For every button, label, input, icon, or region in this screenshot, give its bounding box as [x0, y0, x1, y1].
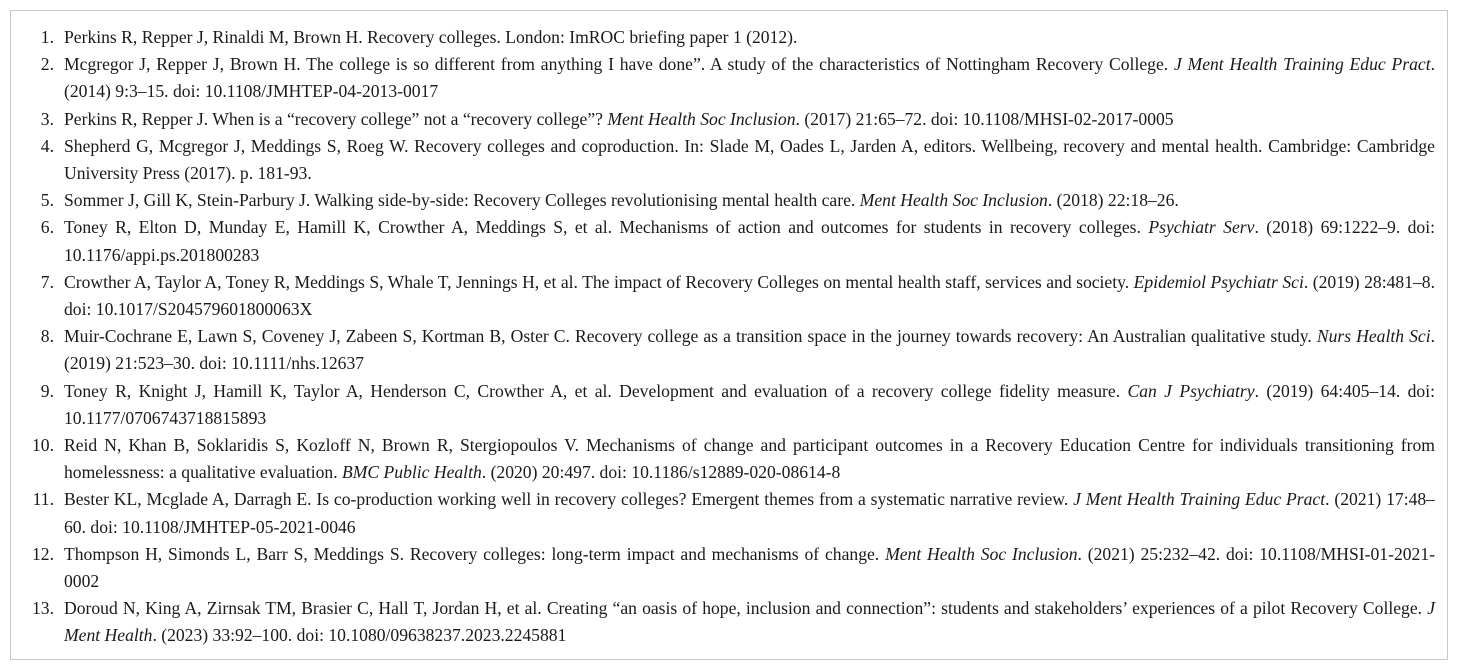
reference-number: 1.	[40, 27, 54, 47]
reference-item	[11, 51, 1447, 105]
reference-item	[11, 486, 1447, 540]
reference-item	[11, 187, 1447, 214]
reference-item	[11, 133, 1447, 187]
journal-name: J Ment Health	[64, 598, 1435, 646]
reference-text: Mcgregor J, Repper J, Brown H. The college is so different from anything I have done”. A study of the characteristics of Nottingham Recovery College. J Ment Health Training Educ Pract. (2014) 9:3–15. doi: 10.1108/JMHTEP-04-2013-0017	[64, 54, 1435, 102]
reference-number: 2.	[40, 54, 54, 75]
reference-text: Thompson H, Simonds L, Barr S, Meddings S. Recovery colleges: long-term impact and mechanisms of change. Ment Health Soc Inclusion. (2021) 25:232–42. doi: 10.1108/MHSI-01-2021-0002	[64, 543, 1435, 592]
reference-item	[11, 214, 1447, 268]
reference-list	[11, 11, 1447, 650]
reference-text: Doroud N, King A, Zirnsak TM, Brasier C, Hall T, Jordan H, et al. Creating “an oasis of hope, inclusion and connection”: students and stakeholders’ experiences of a pilot Recovery College. J Ment Health. (2023) 33:92–100. doi: 10.1080/09638237.2023.2245881	[64, 598, 1435, 646]
reference-text: Muir-Cochrane E, Lawn S, Coveney J, Zabeen S, Kortman B, Oster C. Recovery college as a transition space in the journey towards recovery: An Australian qualitative study. Nurs Health Sci. (2019) 21:523–30. doi: 10.1111/nhs.12637	[64, 326, 1435, 374]
reference-item	[11, 541, 1447, 595]
reference-number: 12.	[32, 543, 54, 564]
journal-name: Epidemiol Psychiatr Sci	[1133, 271, 1304, 292]
journal-name: BMC Public Health	[342, 462, 482, 483]
reference-text: Reid N, Khan B, Soklaridis S, Kozloff N, Brown R, Stergiopoulos V. Mechanisms of change and participant outcomes in a Recovery Education Centre for individuals transitioning from homelessness: a qualitative evaluation. BMC Public Health. (2020) 20:497. doi: 10.1186/s12889-020-08614-8	[64, 435, 1435, 483]
references-panel	[10, 10, 1448, 660]
journal-name: Nurs Health Sci	[1316, 326, 1431, 347]
journal-name: Psychiatr Serv	[1148, 217, 1255, 238]
reference-number: 8.	[40, 326, 54, 347]
journal-name: J Ment Health Training Educ Pract	[1073, 489, 1326, 510]
reference-item	[11, 24, 1447, 51]
reference-number: 6.	[40, 217, 54, 238]
reference-text: Perkins R, Repper J. When is a “recovery college” not a “recovery college”? Ment Health Soc Inclusion. (2017) 21:65–72. doi: 10.1108/MHSI-02-2017-0005	[64, 108, 1174, 129]
reference-number: 9.	[40, 380, 54, 401]
journal-name: Can J Psychiatry	[1127, 380, 1255, 401]
reference-text: Toney R, Knight J, Hamill K, Taylor A, Henderson C, Crowther A, et al. Development and evaluation of a recovery college fidelity measure. Can J Psychiatry. (2019) 64:405–14. doi: 10.1177/0706743718815893	[64, 380, 1435, 428]
reference-text: Crowther A, Taylor A, Toney R, Meddings S, Whale T, Jennings H, et al. The impact of Recovery Colleges on mental health staff, services and society. Epidemiol Psychiatr Sci. (2019) 28:481–8. doi: 10.1017/S204579601800063X	[64, 271, 1435, 320]
reference-item	[11, 269, 1447, 323]
reference-number: 7.	[40, 271, 54, 292]
reference-text: Perkins R, Repper J, Rinaldi M, Brown H. Recovery colleges. London: ImROC briefing paper 1 (2012).	[64, 27, 798, 47]
reference-text: Toney R, Elton D, Munday E, Hamill K, Crowther A, Meddings S, et al. Mechanisms of action and outcomes for students in recovery colleges. Psychiatr Serv. (2018) 69:1222–9. doi: 10.1176/appi.ps.201800283	[64, 217, 1436, 265]
reference-item	[11, 432, 1447, 486]
journal-name: J Ment Health Training Educ Pract	[1173, 54, 1431, 75]
reference-item	[11, 106, 1447, 133]
reference-number: 3.	[40, 108, 54, 129]
journal-name: Ment Health Soc Inclusion	[607, 108, 796, 129]
reference-text: Bester KL, Mcglade A, Darragh E. Is co-production working well in recovery colleges? Emergent themes from a systematic narrative review. J Ment Health Training Educ Pract. (2021) 17:48–60. doi: 10.1108/JMHTEP-05-2021-0046	[64, 489, 1435, 537]
reference-number: 11.	[32, 489, 54, 510]
reference-item	[11, 323, 1447, 377]
journal-name: Ment Health Soc Inclusion	[859, 190, 1048, 211]
reference-number: 4.	[40, 135, 54, 156]
reference-number: 10.	[32, 435, 54, 456]
reference-number: 5.	[40, 190, 54, 211]
reference-text: Shepherd G, Mcgregor J, Meddings S, Roeg W. Recovery colleges and coproduction. In: Slade M, Oades L, Jarden A, editors. Wellbeing, recovery and mental health. Cambridge: Cambridge University Press (2017). p. 181-93.	[64, 135, 1435, 184]
reference-item	[11, 378, 1447, 432]
journal-name: Ment Health Soc Inclusion	[885, 543, 1078, 564]
reference-text: Sommer J, Gill K, Stein-Parbury J. Walking side-by-side: Recovery Colleges revolutionising mental health care. Ment Health Soc Inclusion. (2018) 22:18–26.	[64, 190, 1179, 211]
reference-item	[11, 595, 1447, 649]
reference-number: 13.	[32, 598, 54, 619]
